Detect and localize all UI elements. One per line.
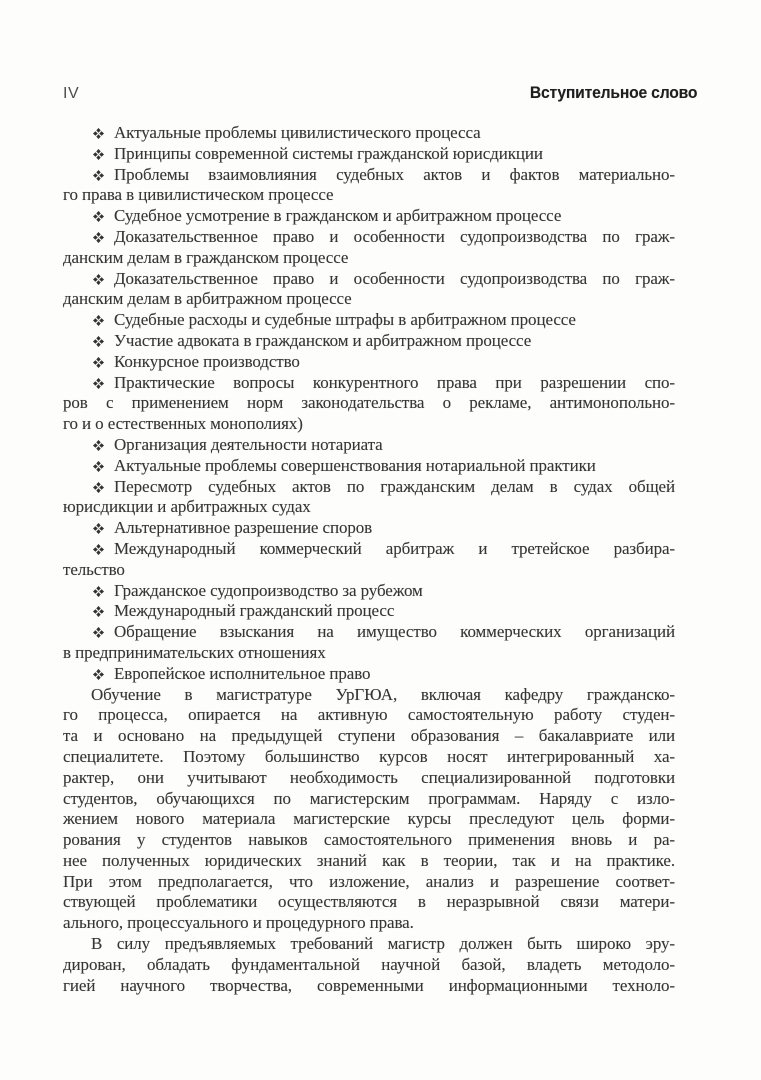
diamond-bullet-icon <box>93 165 104 186</box>
diamond-bullet-icon <box>93 581 104 602</box>
text-line <box>63 934 675 955</box>
text-line <box>63 269 675 290</box>
list-item <box>63 664 675 685</box>
text-line <box>63 456 675 477</box>
list-item <box>63 310 675 331</box>
line-text: Проблемы взаимовлияния судебных актов и фактов материально- <box>114 164 675 184</box>
line-text: При этом предполагается, что изложение, анализ и разрешение соответ- <box>63 871 675 891</box>
line-text: Актуальные проблемы цивилистического процесса <box>114 123 481 142</box>
text-line <box>63 851 675 872</box>
text-line <box>63 955 675 976</box>
text-line <box>63 976 675 997</box>
text-line <box>63 310 675 331</box>
text-line <box>63 892 675 913</box>
line-text: ального, процессуального и процедурного права. <box>63 913 414 933</box>
line-text: данским делам в арбитражном процессе <box>63 289 352 309</box>
text-line <box>63 726 675 747</box>
text-line <box>63 373 675 394</box>
list-item <box>63 373 675 435</box>
line-text: Доказательственное право и особенности судопроизводства по граж- <box>114 268 675 288</box>
diamond-bullet-icon <box>93 144 104 165</box>
list-item <box>63 518 675 539</box>
diamond-bullet-icon <box>93 622 104 643</box>
list-item <box>63 144 675 165</box>
line-text: Участие адвоката в гражданском и арбитражном процессе <box>114 330 532 350</box>
line-text: Организация деятельности нотариата <box>114 434 383 454</box>
text-line <box>63 768 675 789</box>
text-line <box>63 581 675 602</box>
line-text: Международный коммерческий арбитраж и третейское разбира- <box>114 538 675 558</box>
list-item <box>63 477 675 519</box>
paragraph <box>63 685 675 935</box>
diamond-bullet-icon <box>93 518 104 539</box>
list-item <box>63 123 675 144</box>
line-text: го процесса, опирается на активную самостоятельную работу студен- <box>63 705 675 725</box>
list-item <box>63 435 675 456</box>
text-line <box>63 227 675 248</box>
line-text: жением нового материала магистерские курсы преследуют цель форми- <box>63 809 675 829</box>
line-text: Судебное усмотрение в гражданском и арбитражном процессе <box>114 206 562 226</box>
text-line <box>63 685 675 706</box>
text-line <box>63 601 675 622</box>
text-line <box>63 289 675 310</box>
diamond-bullet-icon <box>93 373 104 394</box>
text-line <box>63 414 675 435</box>
text-line <box>63 144 675 165</box>
diamond-bullet-icon <box>93 310 104 331</box>
text-line <box>63 435 675 456</box>
text-line <box>63 331 675 352</box>
running-header: Вступительное слово <box>529 84 697 102</box>
page-content <box>63 123 675 996</box>
text-line <box>63 664 675 685</box>
line-text: Гражданское судопроизводство за рубежом <box>114 580 423 600</box>
line-text: Пересмотр судебных актов по гражданским делам в судах общей <box>114 476 675 496</box>
text-line <box>63 539 675 560</box>
line-text: ствующей проблематики осуществляются в неразрывной связи матери- <box>63 892 675 912</box>
line-text: Практические вопросы конкурентного права при разрешении спо- <box>114 372 675 392</box>
diamond-bullet-icon <box>93 227 104 248</box>
line-text: Альтернативное разрешение споров <box>114 518 373 538</box>
line-text: го и о естественных монополиях) <box>63 414 303 434</box>
line-text: нее полученных юридических знаний как в теории, так и на практике. <box>63 850 675 870</box>
text-line <box>63 352 675 373</box>
page-header <box>63 84 697 103</box>
diamond-bullet-icon <box>93 352 104 373</box>
list-item <box>63 601 675 622</box>
line-text: в предпринимательских отношениях <box>63 642 326 662</box>
text-line <box>63 123 675 144</box>
list-item <box>63 165 675 207</box>
text-line <box>63 809 675 830</box>
line-text: Обращение взыскания на имущество коммерческих организаций <box>114 622 675 642</box>
line-text: Судебные расходы и судебные штрафы в арбитражном процессе <box>114 310 576 330</box>
text-line <box>63 497 675 518</box>
diamond-bullet-icon <box>93 539 104 560</box>
text-line <box>63 872 675 893</box>
line-text: Принципы современной системы гражданской юрисдикции <box>114 143 543 163</box>
line-text: студентов, обучающихся по магистерским программам. Наряду с изло- <box>63 788 675 808</box>
list-item <box>63 269 675 311</box>
text-line <box>63 830 675 851</box>
text-line <box>63 165 675 186</box>
line-text: Актуальные проблемы совершенствования нотариальной практики <box>114 455 596 475</box>
line-text: данским делам в гражданском процессе <box>63 247 349 267</box>
diamond-bullet-icon <box>93 456 104 477</box>
diamond-bullet-icon <box>93 601 104 622</box>
text-line <box>63 913 675 934</box>
line-text: Европейское исполнительное право <box>114 663 371 683</box>
paragraph <box>63 934 675 996</box>
list-item <box>63 331 675 352</box>
list-item <box>63 456 675 477</box>
text-line <box>63 206 675 227</box>
diamond-bullet-icon <box>93 477 104 498</box>
line-text: Международный гражданский процесс <box>114 601 395 621</box>
text-line <box>63 705 675 726</box>
list-item <box>63 581 675 602</box>
line-text: Конкурсное производство <box>114 351 300 371</box>
line-text: ров с применением норм законодательства о рекламе, антимонопольно- <box>63 393 675 413</box>
text-line <box>63 747 675 768</box>
text-line <box>63 560 675 581</box>
line-text: рактер, они учитывают необходимость специализированной подготовки <box>63 767 675 787</box>
line-text: го права в цивилистическом процессе <box>63 185 334 205</box>
diamond-bullet-icon <box>93 206 104 227</box>
line-text: В силу предъявляемых требований магистр должен быть широко эру- <box>91 934 675 954</box>
line-text: специалитете. Поэтому большинство курсов носят интегрированный ха- <box>63 746 675 766</box>
line-text: гией научного творчества, современными информационными техноло- <box>63 975 675 995</box>
list-item <box>63 352 675 373</box>
text-line <box>63 518 675 539</box>
line-text: дирован, обладать фундаментальной научной базой, владеть методоло- <box>63 954 675 974</box>
text-line <box>63 393 675 414</box>
text-line <box>63 622 675 643</box>
diamond-bullet-icon <box>93 331 104 352</box>
text-line <box>63 248 675 269</box>
line-text: та и основано на предыдущей ступени образования – бакалавриате или <box>63 726 675 746</box>
diamond-bullet-icon <box>93 123 104 144</box>
list-item <box>63 539 675 581</box>
line-text: рования у студентов навыков самостоятельного применения вновь и ра- <box>63 830 675 850</box>
text-line <box>63 643 675 664</box>
page-number: IV <box>63 85 80 102</box>
line-text: тельство <box>63 559 125 579</box>
text-line <box>63 185 675 206</box>
text-line <box>63 789 675 810</box>
list-item <box>63 227 675 269</box>
diamond-bullet-icon <box>93 435 104 456</box>
line-text: Обучение в магистратуре УрГЮА, включая кафедру гражданско- <box>91 684 675 704</box>
diamond-bullet-icon <box>93 664 104 685</box>
line-text: Доказательственное право и особенности судопроизводства по граж- <box>114 226 675 246</box>
line-text: юрисдикции и арбитражных судах <box>63 497 311 517</box>
text-line <box>63 477 675 498</box>
diamond-bullet-icon <box>93 269 104 290</box>
list-item <box>63 622 675 664</box>
list-item <box>63 206 675 227</box>
